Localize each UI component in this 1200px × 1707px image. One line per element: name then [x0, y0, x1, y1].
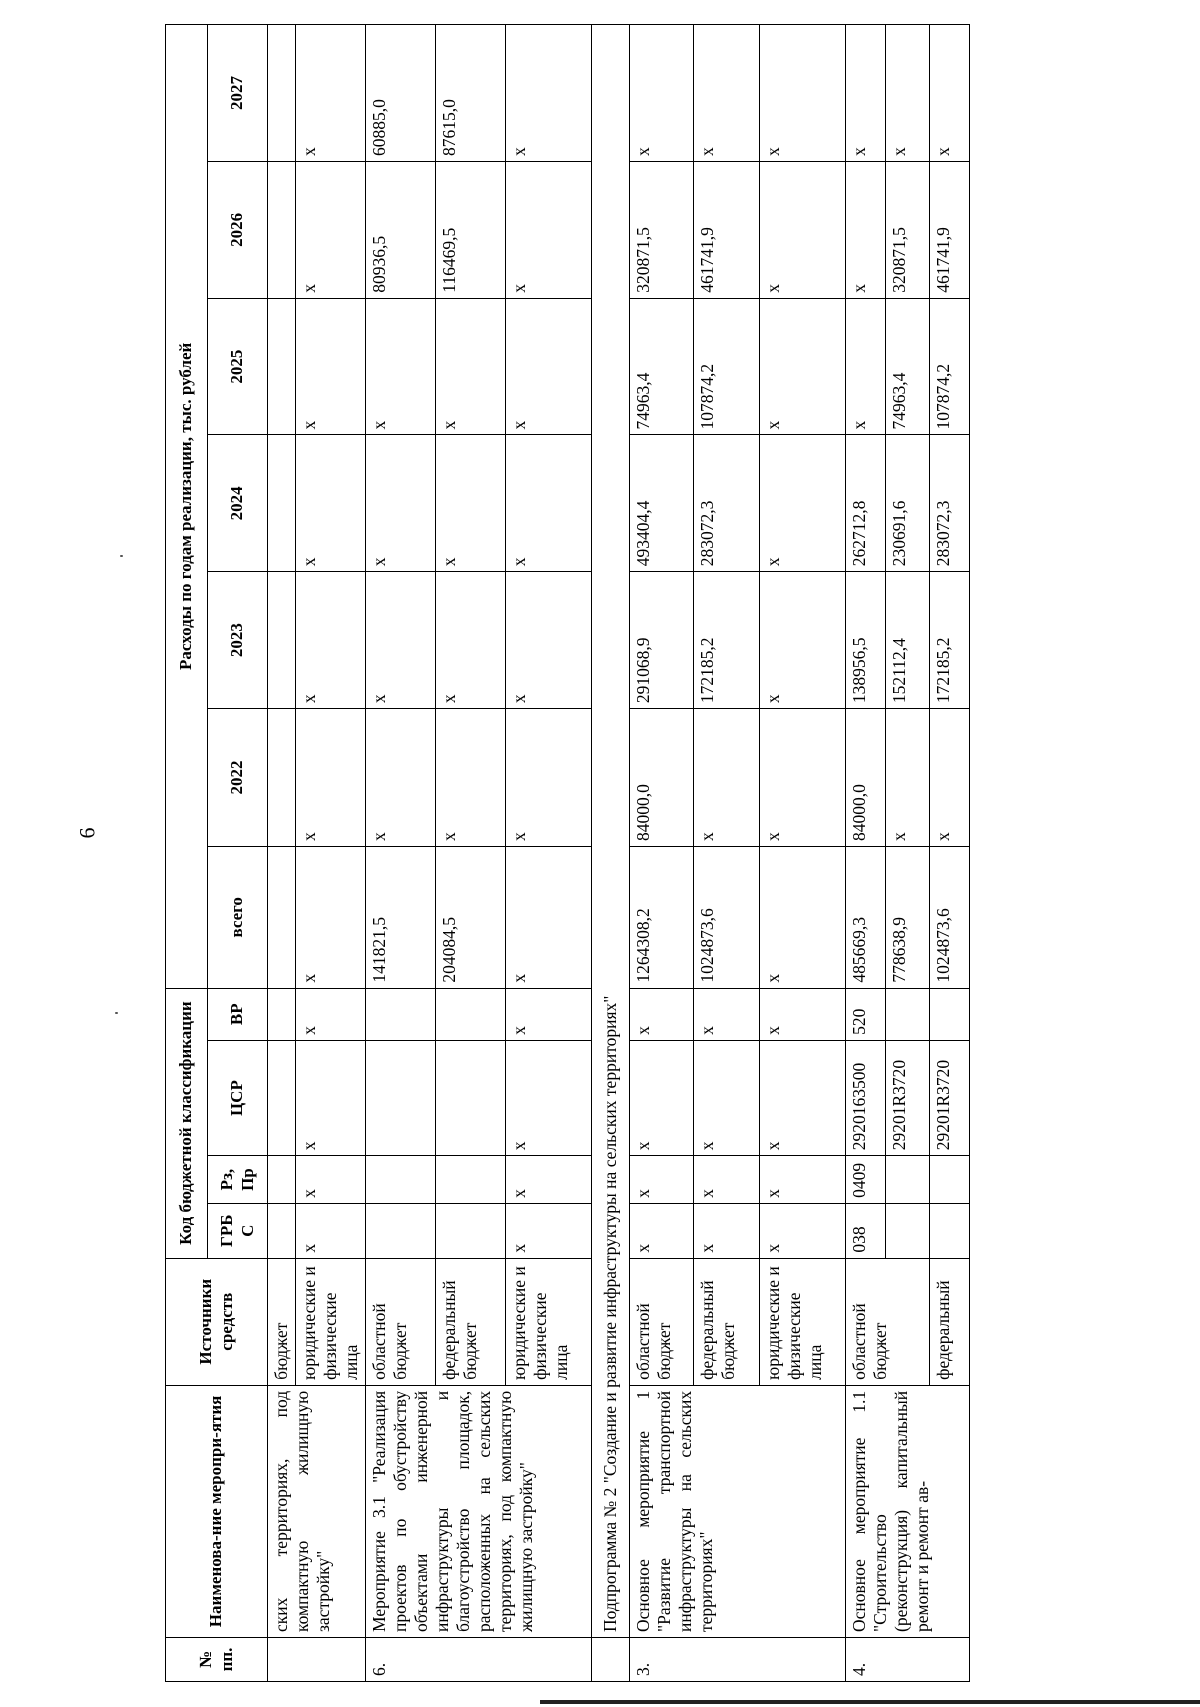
cell-2025 [268, 298, 296, 435]
cell-name: Основное мероприятие 1 "Развитие транспортной инфраструктуры на сельских территориях" [630, 1385, 846, 1637]
cell-2024: х [296, 435, 366, 572]
cell-rzpr [436, 1156, 506, 1204]
cell-2022: х [930, 709, 970, 847]
cell-total: х [506, 847, 592, 989]
cell-grbs [268, 1203, 296, 1258]
cell-2022: 84000,0 [846, 709, 886, 847]
cell-csr: х [760, 1040, 846, 1155]
cell-2027: 87615,0 [436, 25, 506, 162]
cell-vr: 520 [846, 988, 886, 1040]
cell-vr: х [630, 988, 694, 1040]
cell-2027 [268, 25, 296, 162]
col-header-rzpr: Рз, Пр [208, 1156, 268, 1204]
cell-2025: х [296, 298, 366, 435]
cell-2023: х [366, 572, 436, 709]
cell-2023: х [436, 572, 506, 709]
cell-grbs: х [630, 1203, 694, 1258]
cell-grbs: х [694, 1203, 760, 1258]
subprogram-title: Подпрограмма № 2 "Создание и развитие инфраструктуры на сельских территориях" [592, 25, 630, 1638]
cell-source: областной бюджет [366, 1258, 436, 1385]
cell-rzpr: х [296, 1156, 366, 1204]
cell-rzpr [366, 1156, 436, 1204]
cell-2027: х [296, 25, 366, 162]
col-header-2022: 2022 [208, 709, 268, 847]
cell-csr [366, 1040, 436, 1155]
cell-csr: х [630, 1040, 694, 1155]
cell-2023: 172185,2 [930, 572, 970, 709]
col-header-csr: ЦСР [208, 1040, 268, 1155]
cell-grbs: х [296, 1203, 366, 1258]
cell-source: бюджет [268, 1258, 296, 1385]
table-row [846, 25, 886, 1682]
cell-2027: х [886, 25, 930, 162]
cell-grbs [930, 1203, 970, 1258]
cell-2026: 80936,5 [366, 161, 436, 298]
cell-2022: х [366, 709, 436, 847]
col-header-grbs: ГРБ С [208, 1203, 268, 1258]
col-header-source: Источники средств [166, 1258, 268, 1385]
cell-2027: х [694, 25, 760, 162]
col-header-expenses: Расходы по годам реализации, тыс. рублей [166, 25, 208, 989]
cell-grbs [436, 1203, 506, 1258]
rotated-table-container [165, 24, 1102, 1682]
cell-rzpr [268, 1156, 296, 1204]
cell-rzpr: х [630, 1156, 694, 1204]
table-row [630, 25, 694, 1682]
cell-grbs: х [760, 1203, 846, 1258]
cell-num: 3. [630, 1638, 846, 1682]
cell-2024: х [506, 435, 592, 572]
cell-2023: 291068,9 [630, 572, 694, 709]
cell-num [268, 1638, 366, 1682]
cell-2025: 107874,2 [930, 298, 970, 435]
cell-vr [886, 988, 930, 1040]
cell-total: 1264308,2 [630, 847, 694, 989]
cell-2025: х [506, 298, 592, 435]
cell-source: областной бюджет [630, 1258, 694, 1385]
cell-grbs: 038 [846, 1203, 886, 1258]
cell-2023: х [506, 572, 592, 709]
cell-num [592, 1638, 630, 1682]
col-header-2027: 2027 [208, 25, 268, 162]
cell-num: 6. [366, 1638, 592, 1682]
cell-2022 [268, 709, 296, 847]
cell-source: областной бюджет [846, 1258, 930, 1385]
cell-vr [930, 988, 970, 1040]
cell-2022: х [506, 709, 592, 847]
cell-rzpr [930, 1156, 970, 1204]
cell-name: Основное мероприятие 1.1 "Строительство (реконструкция) капитальный ремонт и ремонт ав- [846, 1385, 970, 1637]
cell-num: 4. [846, 1638, 970, 1682]
cell-vr: х [506, 988, 592, 1040]
cell-2024 [268, 435, 296, 572]
cell-2026: х [846, 161, 886, 298]
cell-2024: х [436, 435, 506, 572]
cell-2024: 493404,4 [630, 435, 694, 572]
cell-rzpr: х [694, 1156, 760, 1204]
cell-2024: х [760, 435, 846, 572]
cell-total: 1024873,6 [694, 847, 760, 989]
cell-2025: 74963,4 [886, 298, 930, 435]
col-header-2024: 2024 [208, 435, 268, 572]
cell-rzpr: 0409 [846, 1156, 886, 1204]
cell-total: 485669,3 [846, 847, 886, 989]
cell-vr [268, 988, 296, 1040]
cell-vr: х [760, 988, 846, 1040]
cell-2023: 172185,2 [694, 572, 760, 709]
cell-csr: 2920163500 [846, 1040, 886, 1155]
cell-2024: 230691,6 [886, 435, 930, 572]
cell-total [268, 847, 296, 989]
page-bottom-edge [540, 1700, 1200, 1704]
cell-2025: 74963,4 [630, 298, 694, 435]
cell-2027: х [630, 25, 694, 162]
cell-name: Мероприятие 3.1 "Реализация проектов по обустройству объектами инженерной инфраструктуры и благоустройство площадок, расположенных на сельских территориях, под компактную жилищную застройку" [366, 1385, 592, 1637]
scan-speck [115, 1012, 118, 1014]
cell-2026: х [760, 161, 846, 298]
cell-2022: х [296, 709, 366, 847]
cell-2027: х [760, 25, 846, 162]
cell-csr: х [296, 1040, 366, 1155]
cell-2027: х [506, 25, 592, 162]
cell-2024: 283072,3 [694, 435, 760, 572]
cell-2024: х [366, 435, 436, 572]
cell-total: 204084,5 [436, 847, 506, 989]
cell-2024: 283072,3 [930, 435, 970, 572]
table-row [366, 25, 436, 1682]
budget-table [165, 24, 970, 1682]
cell-grbs: х [506, 1203, 592, 1258]
cell-vr: х [694, 988, 760, 1040]
cell-2023: 138956,5 [846, 572, 886, 709]
cell-grbs [366, 1203, 436, 1258]
cell-source: федеральный бюджет [694, 1258, 760, 1385]
cell-2026: 461741,9 [694, 161, 760, 298]
cell-csr: х [694, 1040, 760, 1155]
cell-csr [268, 1040, 296, 1155]
cell-csr: 29201R3720 [886, 1040, 930, 1155]
cell-2027: х [930, 25, 970, 162]
cell-2026: 320871,5 [630, 161, 694, 298]
cell-2023 [268, 572, 296, 709]
cell-2026 [268, 161, 296, 298]
cell-total: х [760, 847, 846, 989]
cell-csr: 29201R3720 [930, 1040, 970, 1155]
cell-total: х [296, 847, 366, 989]
col-header-total: всего [208, 847, 268, 989]
col-header-2025: 2025 [208, 298, 268, 435]
cell-csr: х [506, 1040, 592, 1155]
cell-2022: х [694, 709, 760, 847]
cell-rzpr [886, 1156, 930, 1204]
cell-grbs [886, 1203, 930, 1258]
cell-rzpr: х [760, 1156, 846, 1204]
cell-source: федеральный бюджет [436, 1258, 506, 1385]
cell-2025: х [760, 298, 846, 435]
cell-csr [436, 1040, 506, 1155]
cell-2022: 84000,0 [630, 709, 694, 847]
scan-speck [120, 555, 123, 557]
cell-2025: х [436, 298, 506, 435]
page-number: 6 [74, 827, 100, 839]
cell-source: юридические и физические лица [760, 1258, 846, 1385]
cell-2027: х [846, 25, 886, 162]
cell-name: ских территориях, под компактную жилищную застройку" [268, 1385, 366, 1637]
cell-2022: х [436, 709, 506, 847]
cell-2023: 152112,4 [886, 572, 930, 709]
col-header-name: Наименова-ние меропри-ятия [166, 1385, 268, 1637]
cell-2026: х [506, 161, 592, 298]
col-header-2023: 2023 [208, 572, 268, 709]
cell-2022: х [760, 709, 846, 847]
cell-vr [436, 988, 506, 1040]
cell-vr: х [296, 988, 366, 1040]
table-row [268, 25, 296, 1682]
cell-vr [366, 988, 436, 1040]
col-header-vr: ВР [208, 988, 268, 1040]
cell-2026: 320871,5 [886, 161, 930, 298]
cell-total: 1024873,6 [930, 847, 970, 989]
cell-2024: 262712,8 [846, 435, 886, 572]
col-header-num: № пп. [166, 1638, 268, 1682]
cell-source: юридические и физические лица [296, 1258, 366, 1385]
cell-total: 778638,9 [886, 847, 930, 989]
cell-source: юридические и физические лица [506, 1258, 592, 1385]
cell-2026: х [296, 161, 366, 298]
cell-2026: 116469,5 [436, 161, 506, 298]
cell-2023: х [296, 572, 366, 709]
subprogram-row [592, 25, 630, 1682]
cell-2026: 461741,9 [930, 161, 970, 298]
cell-2023: х [760, 572, 846, 709]
cell-2025: х [846, 298, 886, 435]
header-row [166, 25, 208, 1682]
cell-2027: 60885,0 [366, 25, 436, 162]
cell-2025: 107874,2 [694, 298, 760, 435]
cell-total: 141821,5 [366, 847, 436, 989]
col-header-budget-code: Код бюджетной классификации [166, 988, 208, 1258]
cell-2022: х [886, 709, 930, 847]
cell-2025: х [366, 298, 436, 435]
cell-source: федеральный [930, 1258, 970, 1385]
cell-rzpr: х [506, 1156, 592, 1204]
col-header-2026: 2026 [208, 161, 268, 298]
